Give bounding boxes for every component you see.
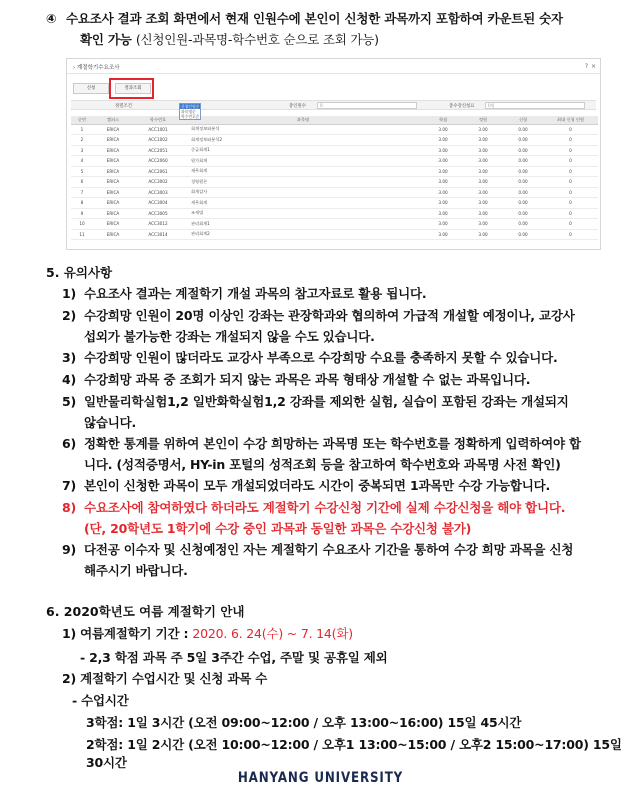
table-cell: 3.00 — [463, 177, 503, 188]
column-header: 캠퍼스 — [93, 116, 133, 124]
notice-text: 수강희망 인원이 20명 이상인 강좌는 관장학과와 협의하여 가급적 개설할 예정이나, 교강사 — [84, 308, 575, 323]
table-cell: ACC3002 — [133, 177, 183, 188]
table-cell: 0 — [543, 166, 598, 177]
table-cell: 원가회계 — [183, 156, 423, 167]
sort-option[interactable]: 학수번호순 — [181, 114, 200, 119]
column-header: 과목명 — [183, 116, 423, 124]
notice-number: 6) — [62, 436, 77, 451]
table-cell: 5 — [71, 166, 93, 177]
table-cell: 4 — [71, 156, 93, 167]
notice-item — [62, 347, 610, 368]
table-cell: 0 — [543, 135, 598, 146]
table-cell: ERICA — [93, 135, 133, 146]
table-cell: ERICA — [93, 219, 133, 230]
table-header — [71, 116, 598, 124]
notice-item — [62, 283, 610, 304]
table-row[interactable] — [71, 177, 598, 188]
table-cell: ERICA — [93, 156, 133, 167]
screen-title: › 계절학기수요조사 — [73, 65, 120, 71]
table-cell: 3.00 — [463, 219, 503, 230]
table-cell: 3.00 — [463, 187, 503, 198]
table-cell: 0 — [543, 145, 598, 156]
table-cell: 6 — [71, 177, 93, 188]
table-cell: 3.00 — [423, 166, 463, 177]
table-cell: 1 — [71, 124, 93, 135]
table-cell: 0.00 — [503, 145, 543, 156]
notice-item — [62, 433, 610, 475]
table-cell: ERICA — [93, 229, 133, 240]
summer-period — [62, 624, 353, 642]
table-cell: ACC3012 — [133, 219, 183, 230]
table-cell: 8 — [71, 198, 93, 209]
table-cell: 3.00 — [463, 166, 503, 177]
table-cell: 0.00 — [503, 208, 543, 219]
table-cell: 경영원론 — [183, 177, 423, 188]
notice-item — [62, 391, 610, 433]
table-cell: 0.00 — [503, 124, 543, 135]
table-cell: 2 — [71, 135, 93, 146]
table-body — [71, 124, 598, 240]
table-cell: 3.00 — [423, 177, 463, 188]
table-cell: ACC2051 — [133, 145, 183, 156]
table-cell: ACC1001 — [133, 124, 183, 135]
table-cell: 0 — [543, 229, 598, 240]
section-6-heading: 6. 2020학년도 여름 계절학기 안내 — [46, 604, 245, 619]
table-cell: 3.00 — [423, 145, 463, 156]
table-cell: 3.00 — [423, 229, 463, 240]
table-row[interactable] — [71, 187, 598, 198]
table-cell: 회계감사 — [183, 187, 423, 198]
table-cell: 조세법 — [183, 208, 423, 219]
table-cell: 0 — [543, 156, 598, 167]
column-header: 정원 — [463, 116, 503, 124]
notice-text: 수강희망 과목 중 조회가 되지 않는 과목은 과목 형태상 개설할 수 없는 과목입니다. — [84, 372, 531, 387]
table-cell: 회계정보와분석2 — [183, 135, 423, 146]
notice-text: 수강희망 인원이 많더라도 교강사 부족으로 수강희망 수요를 충족하지 못할 수 있습니다. — [84, 350, 558, 365]
table-cell: ERICA — [93, 198, 133, 209]
table-row[interactable] — [71, 229, 598, 240]
column-header: 순번 — [71, 116, 93, 124]
table-cell: 관리회계1 — [183, 219, 423, 230]
table-cell: 0 — [543, 198, 598, 209]
notice-text: 다전공 이수자 및 신청예정인 자는 계절학기 수요조사 기간을 통하여 수강 희망 과목을 신청 — [84, 542, 574, 557]
table-cell: ERICA — [93, 187, 133, 198]
table-row[interactable] — [71, 198, 598, 209]
notice-item — [62, 305, 610, 347]
divider — [67, 73, 600, 74]
table-cell: 관리회계2 — [183, 229, 423, 240]
table-cell: ACC3004 — [133, 198, 183, 209]
table-cell: 3.00 — [423, 208, 463, 219]
table-cell: 3.00 — [463, 198, 503, 209]
table-cell: 3 — [71, 145, 93, 156]
table-cell: 3.00 — [423, 187, 463, 198]
table-cell: 11 — [71, 229, 93, 240]
table-cell: 3.00 — [423, 219, 463, 230]
total-count-field[interactable]: 0 — [317, 102, 417, 109]
item-4-marker: ④ — [46, 11, 57, 26]
result-tab-button[interactable]: 결과조회 — [115, 83, 151, 94]
notice-number: 9) — [62, 542, 77, 557]
table-cell: 0 — [543, 177, 598, 188]
class-hours-title: 2) 계절학기 수업시간 및 신청 과목 수 — [62, 671, 268, 686]
section-5-heading: 5. 유의사항 — [46, 265, 113, 280]
table-cell: 0.00 — [503, 219, 543, 230]
notice-text: 정확한 통계를 위하여 본인이 수강 희망하는 과목명 또는 학수번호를 정확하게 입력하여야 합 — [84, 436, 581, 451]
notice-text: 수요조사에 참여하였다 하더라도 계절학기 수강신청 기간에 실제 수강신청을 해야 합니다. — [84, 500, 566, 515]
notice-text: 본인이 신청한 과목이 모두 개설되었더라도 시간이 중복되면 1과목만 수강 가능합니다. — [84, 478, 551, 493]
notice-text-cont: (단, 20학년도 1학기에 수강 중인 과목과 동일한 과목은 수강신청 불가) — [84, 521, 472, 536]
table-cell: 7 — [71, 187, 93, 198]
table-cell: ERICA — [93, 124, 133, 135]
table-cell: 3.00 — [463, 156, 503, 167]
table-cell: 0.00 — [503, 156, 543, 167]
notice-number: 2) — [62, 308, 77, 323]
table-cell: 0.00 — [503, 177, 543, 188]
table-cell: 0.00 — [503, 187, 543, 198]
table-row[interactable] — [71, 156, 598, 167]
table-cell: 10 — [71, 219, 93, 230]
table-cell: 3.00 — [463, 135, 503, 146]
notice-item — [62, 497, 610, 539]
table-cell: 3.00 — [423, 124, 463, 135]
table-cell: 0.00 — [503, 229, 543, 240]
notice-text-cont: 해주시기 바랍니다. — [84, 563, 188, 578]
notice-number: 1) — [62, 286, 77, 301]
table-cell: 9 — [71, 208, 93, 219]
table-cell: 0 — [543, 124, 598, 135]
column-header: 최대 신청 인원 — [543, 116, 598, 124]
period-note: - 2,3 학점 과목 주 5일 3주간 수업, 주말 및 공휴일 제외 — [80, 650, 388, 665]
sort-option[interactable]: 신청인원순 — [181, 104, 200, 109]
table-row[interactable] — [71, 145, 598, 156]
notice-item — [62, 539, 610, 581]
sort-dropdown[interactable] — [179, 103, 201, 120]
table-cell: 0 — [543, 208, 598, 219]
notice-item — [62, 475, 610, 496]
table-cell: ACC2061 — [133, 166, 183, 177]
item-4-paren: (신청인원-과목명-학수번호 순으로 조회 가능) — [135, 32, 379, 47]
class-hours-sub: - 수업시간 — [72, 693, 129, 708]
sort-option[interactable]: 과목명순 — [181, 109, 196, 114]
notice-text-cont: 섭외가 불가능한 강좌는 개설되지 않을 수도 있습니다. — [84, 329, 375, 344]
notice-number: 7) — [62, 478, 77, 493]
table-cell: ACC1002 — [133, 135, 183, 146]
column-header: 신청 — [503, 116, 543, 124]
notice-text-cont: 않습니다. — [84, 415, 137, 430]
table-cell: 3.00 — [463, 229, 503, 240]
table-row[interactable] — [71, 135, 598, 146]
sort-label: 정렬조건 — [115, 104, 132, 109]
notice-number: 3) — [62, 350, 77, 365]
period-label: 1) 여름계절학기 기간 : — [62, 626, 193, 641]
table-cell: 0.00 — [503, 135, 543, 146]
item-4-bold: 확인 가능 — [80, 32, 132, 47]
table-cell: ERICA — [93, 166, 133, 177]
table-cell: 3.00 — [423, 156, 463, 167]
close-icon[interactable]: × — [590, 63, 596, 70]
table-cell: ERICA — [93, 208, 133, 219]
item-4-line2 — [46, 29, 616, 50]
table-row[interactable] — [71, 219, 598, 230]
highlight-box — [109, 78, 154, 99]
table-cell: 세무회계 — [183, 198, 423, 209]
table-cell: 0.00 — [503, 198, 543, 209]
table-row[interactable] — [71, 166, 598, 177]
table-cell: 3.00 — [463, 208, 503, 219]
total-fee-field[interactable]: 0원 — [485, 102, 585, 109]
period-dates: 2020. 6. 24(수) ~ 7. 14(화) — [192, 626, 353, 641]
table-cell: ACC3014 — [133, 229, 183, 240]
notice-item — [62, 369, 610, 390]
column-header: 학점 — [423, 116, 463, 124]
table-cell: 재무회계 — [183, 166, 423, 177]
credit-2-hours: 2학점: 1일 2시간 (오전 10:00~12:00 / 오후1 13:00~15:00 / 오후2 15:00~17:00) 15일 30시간 — [86, 737, 622, 770]
notice-text: 일반물리학실험1,2 일반화학실험1,2 강좌를 제외한 실험, 실습이 포함된 강좌는 개설되지 — [84, 394, 569, 409]
filter-bar — [71, 100, 596, 110]
credit-3-hours: 3학점: 1일 3시간 (오전 09:00~12:00 / 오후 13:00~16:00) 15일 45시간 — [86, 715, 522, 730]
table-cell: 3.00 — [423, 135, 463, 146]
item-4-line1: 수요조사 결과 조회 화면에서 현재 인원수에 본인이 신청한 과목까지 포함하여 카운트된 숫자 — [66, 11, 563, 26]
notice-text-cont: 니다. (성적증명서, HY-in 포털의 성적조회 등을 참고하여 학수번호와 과목명 사전 확인) — [84, 457, 561, 472]
table-cell: ERICA — [93, 145, 133, 156]
table-cell: 0.00 — [503, 166, 543, 177]
table-cell: 중급회계1 — [183, 145, 423, 156]
table-cell: 3.00 — [423, 198, 463, 209]
table-cell: 3.00 — [463, 145, 503, 156]
table-row[interactable] — [71, 124, 598, 135]
hanyang-logo: HANYANG UNIVERSITY — [237, 770, 404, 786]
total-count-label: 총인원수 — [289, 104, 306, 109]
column-header: 학수번호 — [133, 116, 183, 124]
table-cell: ACC2060 — [133, 156, 183, 167]
table-cell: 0 — [543, 187, 598, 198]
notice-number: 4) — [62, 372, 77, 387]
survey-result-screenshot — [66, 58, 601, 250]
item-4 — [46, 8, 616, 50]
table-cell: ACC3005 — [133, 208, 183, 219]
table-cell: ERICA — [93, 177, 133, 188]
result-table — [71, 116, 598, 240]
table-cell: 0 — [543, 219, 598, 230]
notice-number: 5) — [62, 394, 77, 409]
table-cell: ACC3003 — [133, 187, 183, 198]
notice-text: 수요조사 결과는 계절학기 개설 과목의 참고자료로 활용 됩니다. — [84, 286, 427, 301]
table-cell: 회계정보와분석 — [183, 124, 423, 135]
total-fee-label: 총수강신청료 — [449, 104, 475, 109]
notice-number: 8) — [62, 500, 77, 515]
table-row[interactable] — [71, 208, 598, 219]
help-icon[interactable]: ? — [584, 63, 588, 70]
table-cell: 3.00 — [463, 124, 503, 135]
apply-tab-button[interactable]: 신청 — [73, 83, 109, 94]
